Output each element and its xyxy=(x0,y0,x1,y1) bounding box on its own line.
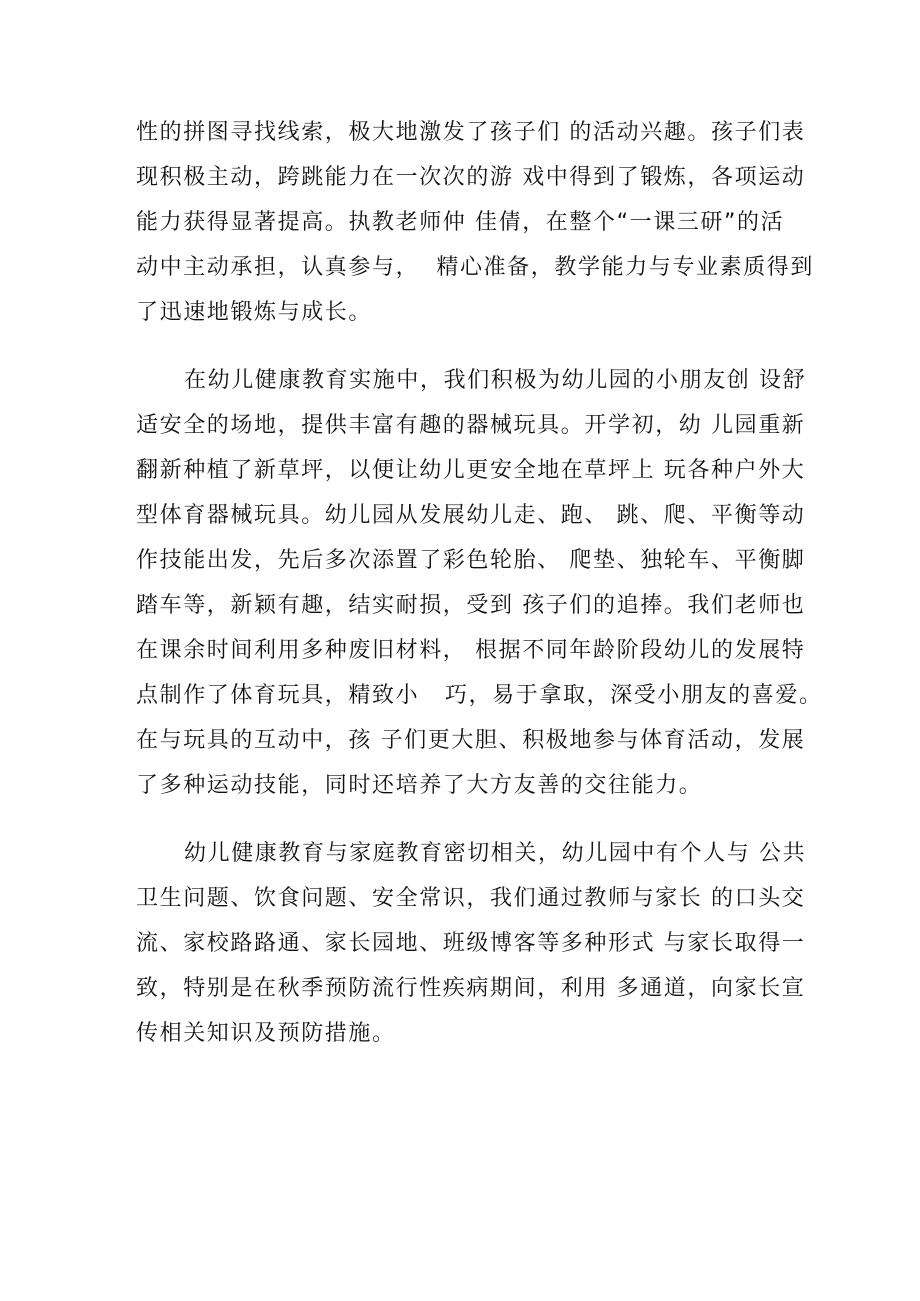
paragraph-2-line-10: 了多种运动技能，同时还培养了大方友善的交往能力。 xyxy=(136,773,703,798)
paragraph-1-line-2: 现积极主动，跨跳能力在一次次的游 戏中得到了锻炼，各项运动 xyxy=(136,165,806,190)
paragraph-1-line-1: 性的拼图寻找线索，极大地激发了孩子们 的活动兴趣。孩子们表 xyxy=(136,120,806,145)
paragraph-2-line-3: 翻新种植了新草坪，以便让幼儿更安全地在草坪上 玩各种户外大 xyxy=(136,458,806,483)
paragraph-1-line-4: 动中主动承担，认真参与， 精心准备，教学能力与专业素质得到 xyxy=(136,255,814,280)
paragraph-3-line-2: 卫生问题、饮食问题、安全常识，我们通过教师与家长 的口头交 xyxy=(136,886,806,911)
paragraph-3-line-1: 幼儿健康教育与家庭教育密切相关，幼儿园中有个人与 公共 xyxy=(184,841,807,866)
paragraph-2-line-4: 型体育器械玩具。幼儿园从发展幼儿走、跑、 跳、爬、平衡等动 xyxy=(136,503,806,528)
paragraph-2-line-2: 适安全的场地，提供丰富有趣的器械玩具。开学初，幼 儿园重新 xyxy=(136,413,806,438)
paragraph-3-line-5: 传相关知识及预防措施。 xyxy=(136,1021,396,1046)
paragraph-2-line-5: 作技能出发，先后多次添置了彩色轮胎、 爬垫、独轮车、平衡脚 xyxy=(136,548,806,573)
paragraph-2-line-9: 在与玩具的互动中，孩 子们更大胆、积极地参与体育活动，发展 xyxy=(136,728,806,753)
paragraph-2-line-8: 点制作了体育玩具，精致小 巧，易于拿取，深受小朋友的喜爱。 xyxy=(136,683,823,708)
paragraph-3-line-3: 流、家校路路通、家长园地、班级博客等多种形式 与家长取得一 xyxy=(136,931,806,956)
paragraph-1-line-3: 能力获得显著提高。执教老师仲 佳倩，在整个“一课三研”的活 xyxy=(136,210,785,235)
paragraph-2-line-1: 在幼儿健康教育实施中，我们积极为幼儿园的小朋友创 设舒 xyxy=(184,368,807,393)
paragraph-1-line-5: 了迅速地锻炼与成长。 xyxy=(136,300,373,325)
paragraph-2-line-6: 踏车等，新颖有趣，结实耐损，受到 孩子们的追捧。我们老师也 xyxy=(136,593,806,618)
paragraph-2-line-7: 在课余时间利用多种废旧材料， 根据不同年龄阶段幼儿的发展特 xyxy=(136,638,806,663)
paragraph-3-line-4: 致，特别是在秋季预防流行性疾病期间，利用 多通道，向家长宣 xyxy=(136,976,806,1001)
